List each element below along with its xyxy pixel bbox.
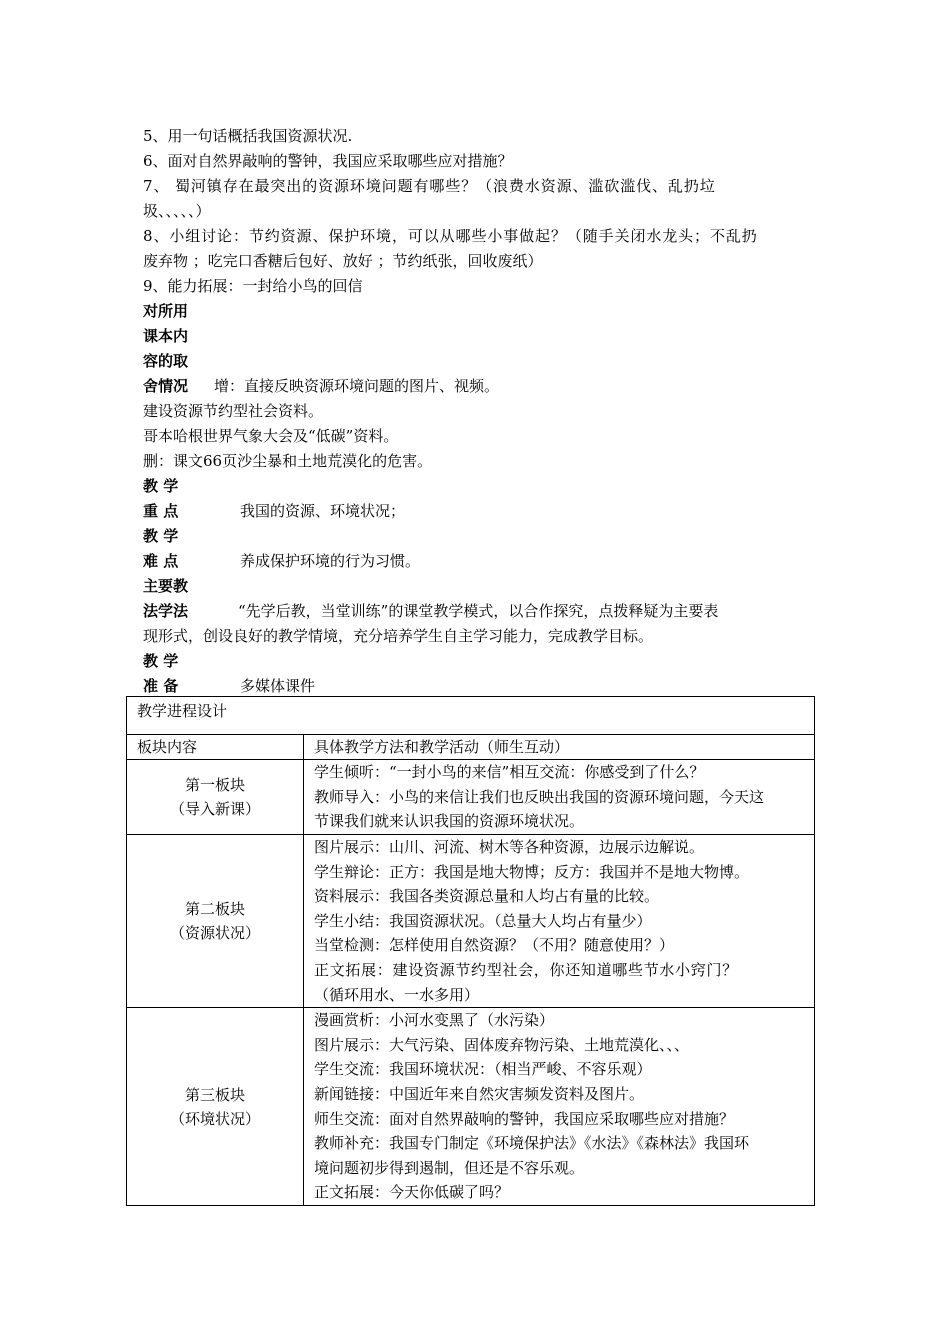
question-9: 9、能力拓展：一封给小鸟的回信	[143, 277, 363, 295]
block-sub: （资源状况）	[169, 924, 260, 943]
block-cell	[127, 835, 304, 1008]
prep-label-1: 教 学	[143, 652, 179, 670]
block-sub: （导入新课）	[169, 800, 260, 818]
prep-text: 多媒体课件	[240, 677, 316, 695]
question-5: 5、用一句话概括我国资源状况.	[143, 127, 353, 145]
block-name: 第三板块	[184, 1085, 245, 1104]
table-title: 教学进程设计	[127, 697, 815, 735]
method-label-2: 法学法	[143, 602, 189, 620]
content-item-delete: 删：课文66页沙尘暴和土地荒漠化的危害。	[143, 452, 433, 470]
method-label-1: 主要教	[143, 577, 189, 595]
activity-line: 资料展示：我国各类资源总量和人均占有量的比较。	[314, 887, 660, 906]
activity-line: 新闻链接：中国近年来自然灾害频发资料及图片。	[314, 1084, 645, 1103]
difficulty-label-1: 教 学	[143, 527, 179, 545]
activity-line: 学生小结：我国资源状况。（总量大人均占有量少）	[314, 911, 652, 930]
method-text-2: 现形式，创设良好的教学情境，充分培养学生自主学习能力，完成教学目标。	[143, 627, 654, 645]
question-7-cont: 圾、、、、、）	[143, 202, 211, 220]
content-item-add: 增：直接反映资源环境问题的图片、视频。	[214, 377, 500, 395]
block-sub: （环境状况）	[169, 1109, 260, 1128]
activity-cell	[304, 760, 815, 835]
difficulty-label-2: 难 点	[143, 552, 179, 570]
activity-line: （循环用水、一水多用）	[314, 985, 480, 1004]
activity-line: 正文拓展：今天你低碳了吗？	[314, 1183, 510, 1202]
key-point-label-1: 教 学	[143, 477, 179, 495]
table-header-row	[127, 735, 815, 760]
activity-line: 境问题初步得到遏制，但还是不容乐观。	[314, 1158, 585, 1177]
question-6: 6、面对自然界敲响的警钟，我国应采取哪些应对措施？	[143, 152, 513, 170]
key-point-label-2: 重 点	[143, 502, 179, 520]
table-row	[127, 835, 815, 1008]
activity-line: 漫画赏析：小河水变黑了（水污染）	[314, 1011, 555, 1030]
block-cell	[127, 1008, 304, 1206]
difficulty-text: 养成保护环境的行为习惯。	[240, 552, 421, 570]
block-cell	[127, 760, 304, 835]
activity-line: 当堂检测：怎样使用自然资源？（不用？随意使用？）	[314, 936, 675, 955]
activity-line: 图片展示：大气污染、固体废弃物污染、土地荒漠化、、、	[314, 1035, 690, 1054]
teaching-process-table	[126, 696, 815, 1206]
activity-line: 师生交流：面对自然界敲响的警钟，我国应采取哪些应对措施？	[314, 1109, 735, 1128]
content-label-4: 舍情况	[143, 377, 189, 395]
activity-line: 图片展示：山川、河流、树木等各种资源，边展示边解说。	[314, 838, 705, 856]
activity-cell	[304, 1008, 815, 1206]
question-7: 7、 蜀河镇存在最突出的资源环境问题有哪些？（浪费水资源、滥砍滥伐、乱扔垃	[143, 177, 716, 195]
content-item-3: 哥本哈根世界气象大会及“低碳”资料。	[143, 427, 399, 445]
activity-cell	[304, 835, 815, 1008]
content-label-2: 课本内	[143, 327, 189, 345]
content-label-1: 对所用	[143, 302, 189, 320]
activity-line: 学生倾听：“一封小鸟的来信”相互交流：你感受到了什么？	[314, 763, 705, 781]
question-8-cont: 废弃物 ；吃完口香糖后包好、放好 ；节约纸张，回收废纸）	[143, 252, 543, 270]
content-label-3: 容的取	[143, 352, 189, 370]
table-row	[127, 760, 815, 835]
activity-line: 学生辩论：正方：我国是地大物博；反方：我国并不是地大物博。	[314, 862, 750, 881]
table-title-row	[127, 697, 815, 735]
col1-header: 板块内容	[127, 735, 304, 760]
block-name: 第一板块	[184, 776, 245, 794]
activity-line: 正文拓展：建设资源节约型社会，你还知道哪些节水小窍门？	[314, 960, 738, 979]
content-item-2: 建设资源节约型社会资料。	[143, 402, 324, 420]
activity-line: 学生交流：我国环境状况：（相当严峻、不容乐观）	[314, 1060, 652, 1079]
col2-header: 具体教学方法和教学活动（师生互动）	[304, 735, 815, 760]
table-row	[127, 1008, 815, 1206]
activity-line: 节课我们就来认识我国的资源环境状况。	[314, 812, 585, 831]
method-text-1: “先学后教，当堂训练”的课堂教学模式，以合作探究，点拨释疑为主要表	[238, 602, 719, 620]
key-point-text: 我国的资源、环境状况；	[240, 502, 406, 520]
activity-line: 教师补充：我国专门制定《环境保护法》《水法》《森林法》我国环	[314, 1134, 750, 1153]
question-8: 8、小组讨论：节约资源、保护环境，可以从哪些小事做起？（随手关闭水龙头；不乱扔	[143, 227, 758, 245]
prep-label-2: 准 备	[143, 677, 179, 695]
block-name: 第二板块	[184, 900, 245, 919]
activity-line: 教师导入：小鸟的来信让我们也反映出我国的资源环境问题，今天这	[314, 787, 765, 806]
